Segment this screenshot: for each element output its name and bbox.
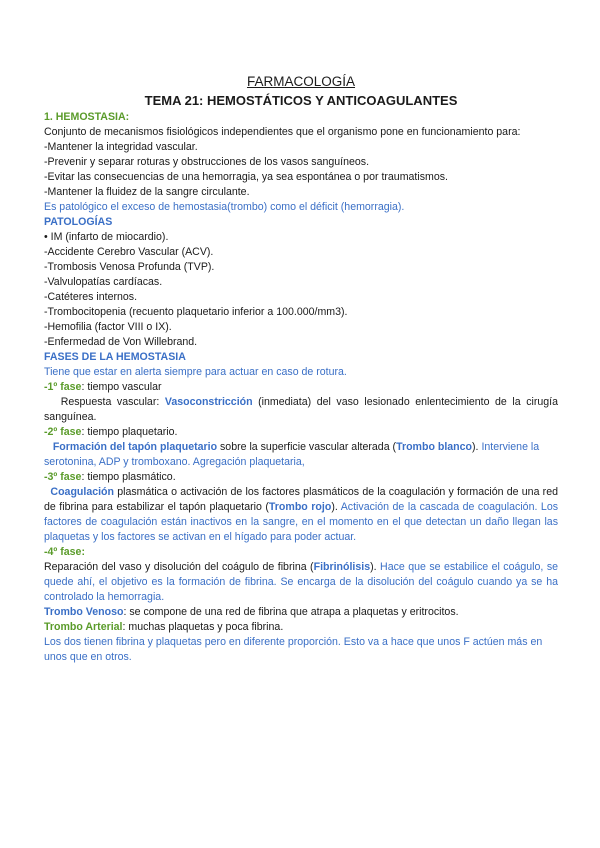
closing-note: Los dos tienen fibrina y plaquetas pero en diferente proporción. Esto va a hace que unos F actúen más en unos que en otros. — [44, 636, 543, 663]
phase-3-label: -3º fase — [44, 471, 82, 483]
document-body — [44, 73, 558, 665]
page-title: FARMACOLOGÍA — [246, 74, 356, 89]
venous-term: Trombo Venoso — [44, 606, 124, 618]
phase-3-term2: Trombo rojo — [268, 501, 332, 513]
list-item: -Mantener la fluidez de la sangre circulante. — [44, 186, 250, 198]
list-item: -Catéteres internos. — [44, 291, 138, 303]
list-item: -Evitar las consecuencias de una hemorragia, ya sea espontánea o por traumatismos. — [44, 171, 448, 183]
phase-2-term: Formación del tapón plaquetario — [44, 441, 218, 453]
phase-3-body — [44, 485, 558, 545]
section-note: Es patológico el exceso de hemostasia(trombo) como el déficit (hemorragia). — [44, 201, 405, 213]
list-item: -Mantener la integridad vascular. — [44, 141, 198, 153]
list-item: -Accidente Cerebro Vascular (ACV). — [44, 246, 214, 258]
venous-text: : se compone de una red de fibrina que atrapa a plaquetas y eritrocitos. — [123, 606, 459, 618]
arterial-text: : muchas plaquetas y poca fibrina. — [122, 621, 284, 633]
list-item: -Valvulopatías cardíacas. — [44, 276, 163, 288]
phase-4-pre: Reparación del vaso y disolución del coágulo de fibrina ( — [44, 561, 314, 573]
phase-2-term2: Trombo blanco — [396, 441, 473, 453]
section-heading-patologias: PATOLOGÍAS — [44, 216, 113, 228]
section-heading-fases: FASES DE LA HEMOSTASIA — [44, 351, 186, 363]
section-intro: Conjunto de mecanismos fisiológicos independientes que el organismo pone en funcionamiento para: — [44, 126, 521, 138]
arterial-thrombus — [44, 620, 558, 635]
phase-2-text: : tiempo plaquetario. — [81, 426, 178, 438]
phase-1-pre: Respuesta vascular: — [44, 396, 165, 408]
list-item: -Hemofilia (factor VIII o IX). — [44, 321, 172, 333]
phase-2-label: -2º fase — [44, 426, 82, 438]
phase-4-label: -4º fase — [44, 546, 82, 558]
phase-1-post: (inmediata) del vaso lesionado enlentecimiento de la cirugía sanguínea. — [44, 396, 558, 423]
phase-1-body — [44, 395, 558, 425]
phase-2-title — [44, 425, 558, 440]
list-item: -Trombocitopenia (recuento plaquetario inferior a 100.000/mm3). — [44, 306, 348, 318]
list-item: -Prevenir y separar roturas y obstrucciones de los vasos sanguíneos. — [44, 156, 370, 168]
phase-3-mid: plasmática o activación de los factores plasmáticos de la coagulación y formación de una red de fibrina para estabilizar el tapón plaquetario ( — [44, 486, 558, 513]
page-subtitle: TEMA 21: HEMOSTÁTICOS Y ANTICOAGULANTES — [144, 93, 458, 108]
phase-1-title — [44, 380, 558, 395]
phase-1-term: Vasoconstricción — [164, 396, 253, 408]
phase-3-note: Activación de la cascada de coagulación. Los factores de coagulación están inactivos en la sangre, en el momento en el que detectan un daño llegan las plaquetas y los factores se activan en el hígado para poder actuar. — [44, 501, 559, 543]
list-item: -Enfermedad de Von Willebrand. — [44, 336, 198, 348]
phase-3-title — [44, 470, 558, 485]
phase-4-mid: ). — [370, 561, 381, 573]
phase-2-note: Interviene la serotonina, ADP y tromboxano. Agregación plaquetaria, — [44, 441, 540, 468]
phase-2-body — [44, 440, 558, 470]
section-heading-hemostasia: 1. HEMOSTASIA: — [44, 111, 130, 123]
phase-4-body — [44, 560, 558, 605]
phase-2-mid2: ). — [472, 441, 482, 453]
phase-3-text: : tiempo plasmático. — [81, 471, 176, 483]
phase-3-term: Coagulación — [44, 486, 115, 498]
phase-3-mid2: ). — [331, 501, 341, 513]
list-item: • IM (infarto de miocardio). — [44, 231, 169, 243]
phase-4-title — [44, 545, 558, 560]
phase-4-note: Hace que se estabilice el coágulo, se quede ahí, el objetivo es la formación de fibrina. Se encarga de la disolución del coágulo cuando ya se ha controlado la hemorragia. — [44, 561, 559, 603]
phase-4-text: : — [81, 546, 85, 558]
arterial-term: Trombo Arterial — [44, 621, 123, 633]
phase-1-label: -1º fase — [44, 381, 82, 393]
phase-1-text: : tiempo vascular — [81, 381, 162, 393]
venous-thrombus — [44, 605, 558, 620]
phase-4-term: Fibrinólisis — [313, 561, 371, 573]
list-item: -Trombosis Venosa Profunda (TVP). — [44, 261, 215, 273]
phase-2-mid: sobre la superficie vascular alterada ( — [217, 441, 397, 453]
phases-intro: Tiene que estar en alerta siempre para actuar en caso de rotura. — [44, 366, 347, 378]
